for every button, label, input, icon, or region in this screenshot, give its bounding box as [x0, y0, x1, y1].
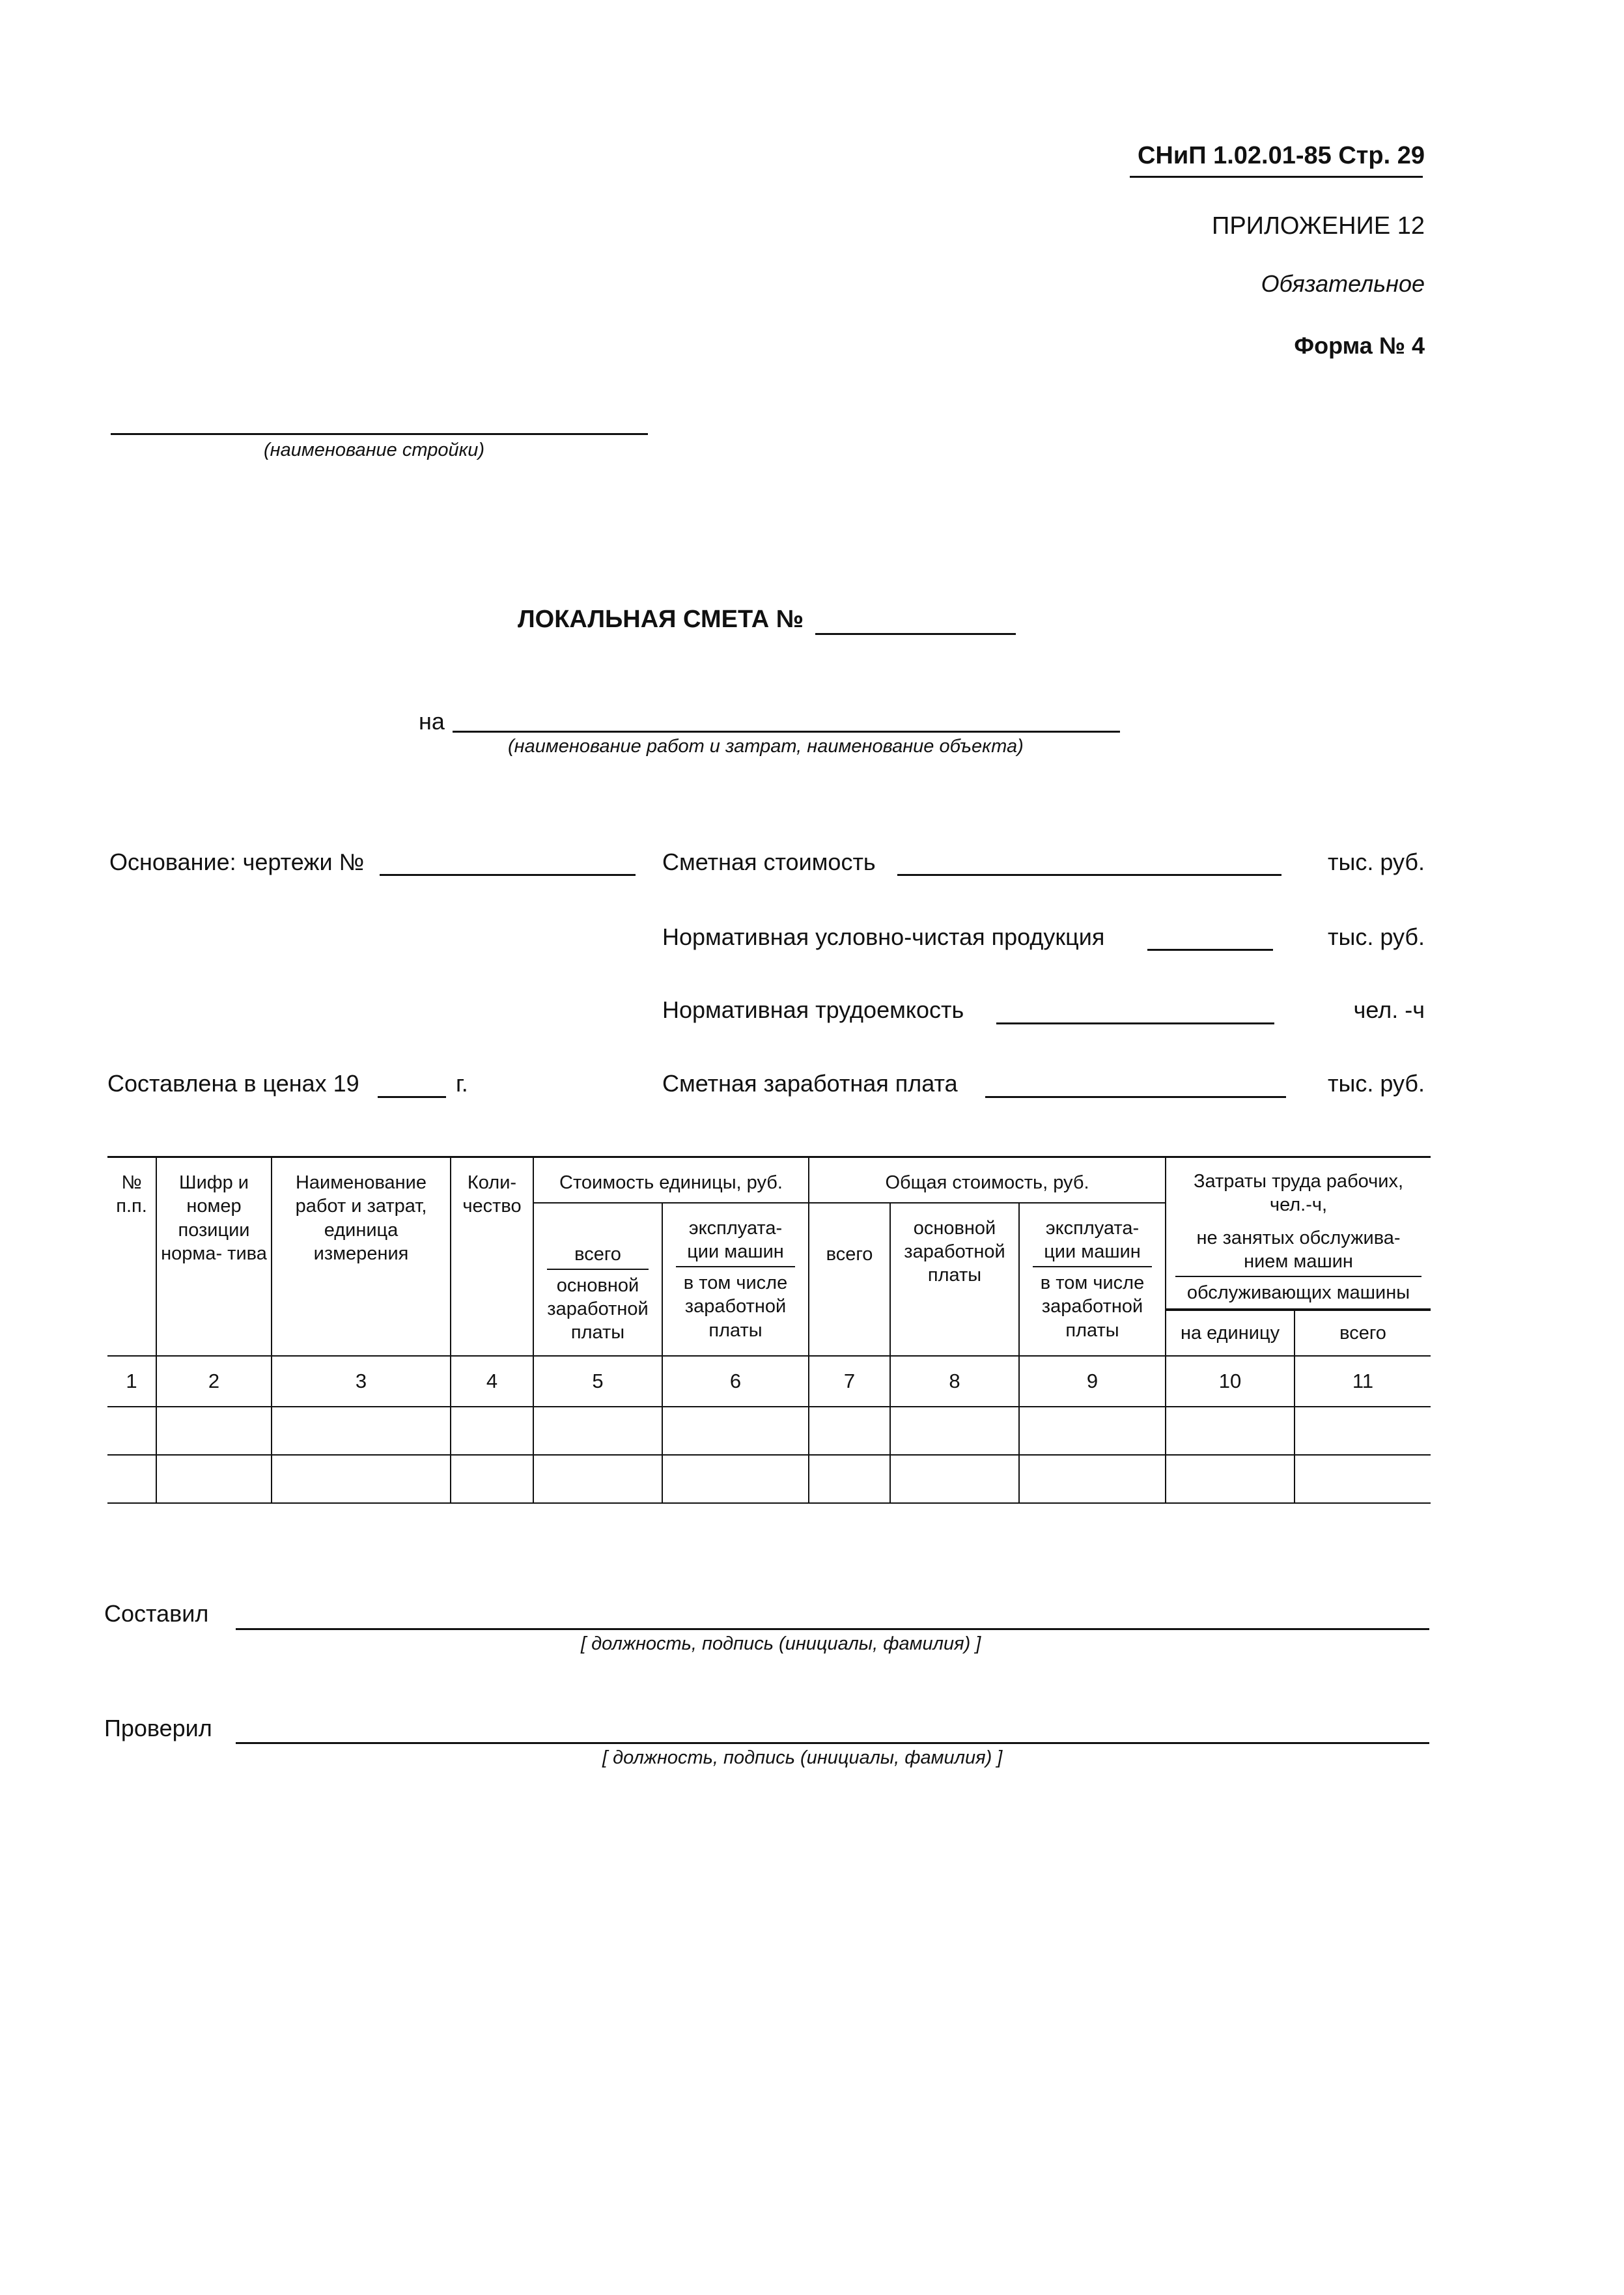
checked-by-label: Проверил	[104, 1715, 212, 1741]
col-header-total-cost: Общая стоимость, руб.	[809, 1157, 1166, 1203]
unit-basic-wage-label: основной заработной платы	[547, 1274, 649, 1344]
compiled-by-caption: [ должность, подпись (инициалы, фамилия) ]	[581, 1633, 981, 1654]
table-cell[interactable]	[272, 1455, 451, 1503]
basis-drawings-line[interactable]	[380, 874, 636, 876]
compiled-by-label: Составил	[104, 1600, 209, 1627]
table-cell[interactable]	[890, 1455, 1019, 1503]
table-cell[interactable]	[809, 1455, 890, 1503]
col-header-total-all: всего	[809, 1203, 890, 1357]
object-name-caption: (наименование работ и затрат, наименование объекта)	[508, 736, 1024, 757]
col-header-name: Наименование работ и затрат, единица измерения	[272, 1157, 451, 1357]
unit-incl-wage-label: в том числе заработной платы	[683, 1273, 788, 1341]
basis-label: Основание: чертежи №	[109, 849, 365, 875]
site-name-caption: (наименование стройки)	[264, 440, 485, 460]
total-incl-wage-label: в том числе заработной платы	[1040, 1273, 1145, 1341]
compiled-prices-label: Составлена в ценах 19	[107, 1070, 359, 1097]
table-cell[interactable]	[662, 1455, 809, 1503]
col-number: 10	[1166, 1356, 1295, 1407]
column-numbers-row	[107, 1356, 1431, 1407]
mandatory-label: Обязательное	[1261, 270, 1425, 297]
col-header-labor-per-unit: на единицу	[1166, 1310, 1295, 1356]
labor-intensity-line[interactable]	[996, 1022, 1274, 1024]
checked-by-caption: [ должность, подпись (инициалы, фамилия) ]	[602, 1747, 1003, 1768]
estimated-cost-line[interactable]	[897, 874, 1281, 876]
wages-label: Сметная заработная плата	[662, 1070, 958, 1097]
checked-by-line[interactable]	[236, 1742, 1429, 1744]
labor-intensity-label: Нормативная трудоемкость	[662, 996, 964, 1023]
table-cell[interactable]	[156, 1455, 272, 1503]
table-cell[interactable]	[1019, 1407, 1166, 1455]
col-header-total-machines	[1019, 1203, 1166, 1357]
appendix-label: ПРИЛОЖЕНИЕ 12	[1212, 212, 1425, 240]
col-header-labor-total: всего	[1295, 1310, 1431, 1356]
labor-header-machines: обслуживающих машины	[1166, 1281, 1431, 1310]
table-cell[interactable]	[156, 1407, 272, 1455]
table-cell[interactable]	[1166, 1455, 1295, 1503]
col-header-total-basic-wage: основной заработной платы	[890, 1203, 1019, 1357]
total-machine-op-label: эксплуата- ции машин	[1033, 1217, 1152, 1268]
table-cell[interactable]	[533, 1455, 662, 1503]
net-product-line[interactable]	[1147, 949, 1273, 951]
table-cell[interactable]	[451, 1407, 533, 1455]
labor-intensity-unit: чел. -ч	[1353, 996, 1425, 1023]
col-number: 6	[662, 1356, 809, 1407]
col-number: 11	[1295, 1356, 1431, 1407]
col-header-unit-machines	[662, 1203, 809, 1357]
wages-line[interactable]	[985, 1096, 1286, 1098]
site-name-line[interactable]	[111, 433, 648, 435]
net-product-unit: тыс. руб.	[1327, 923, 1425, 950]
col-number: 9	[1019, 1356, 1166, 1407]
net-product-label: Нормативная условно-чистая продукция	[662, 923, 1105, 950]
on-label: на	[419, 708, 445, 735]
col-number: 4	[451, 1356, 533, 1407]
col-header-code: Шифр и номер позиции норма- тива	[156, 1157, 272, 1357]
col-header-unit-cost: Стоимость единицы, руб.	[533, 1157, 809, 1203]
col-number: 7	[809, 1356, 890, 1407]
estimated-cost-unit: тыс. руб.	[1327, 849, 1425, 875]
local-estimate-table	[107, 1156, 1431, 1504]
table-row	[107, 1455, 1431, 1503]
estimate-number-line[interactable]	[815, 633, 1016, 635]
object-name-line[interactable]	[453, 731, 1120, 733]
col-number: 1	[107, 1356, 156, 1407]
table-cell[interactable]	[890, 1407, 1019, 1455]
year-line[interactable]	[378, 1096, 446, 1098]
document-reference: СНиП 1.02.01-85 Стр. 29	[1137, 142, 1425, 169]
table-cell[interactable]	[107, 1455, 156, 1503]
estimate-title: ЛОКАЛЬНАЯ СМЕТА №	[518, 606, 804, 633]
table-cell[interactable]	[1166, 1407, 1295, 1455]
table-row	[107, 1407, 1431, 1455]
compiled-by-line[interactable]	[236, 1628, 1429, 1630]
table-cell[interactable]	[662, 1407, 809, 1455]
table-cell[interactable]	[809, 1407, 890, 1455]
unit-machine-op-label: эксплуата- ции машин	[676, 1217, 795, 1268]
table-cell[interactable]	[451, 1455, 533, 1503]
col-number: 2	[156, 1356, 272, 1407]
table-cell[interactable]	[533, 1407, 662, 1455]
table-cell[interactable]	[1019, 1455, 1166, 1503]
wages-unit: тыс. руб.	[1327, 1070, 1425, 1097]
col-header-quantity: Коли- чество	[451, 1157, 533, 1357]
estimated-cost-label: Сметная стоимость	[662, 849, 876, 875]
col-header-labor	[1166, 1157, 1431, 1311]
col-number: 5	[533, 1356, 662, 1407]
labor-header-not-machines: не занятых обслужива- нием машин	[1175, 1226, 1421, 1278]
document-reference-underline	[1130, 176, 1423, 178]
year-suffix: г.	[456, 1070, 468, 1097]
table-cell[interactable]	[272, 1407, 451, 1455]
col-number: 3	[272, 1356, 451, 1407]
col-header-unit-total	[533, 1203, 662, 1357]
table-cell[interactable]	[1295, 1407, 1431, 1455]
col-number: 8	[890, 1356, 1019, 1407]
unit-total-label: всего	[547, 1243, 649, 1270]
col-header-no: № п.п.	[107, 1157, 156, 1357]
table-cell[interactable]	[107, 1407, 156, 1455]
table-cell[interactable]	[1295, 1455, 1431, 1503]
form-number: Форма № 4	[1294, 332, 1425, 359]
labor-header-title: Затраты труда рабочих, чел.-ч,	[1193, 1171, 1404, 1216]
